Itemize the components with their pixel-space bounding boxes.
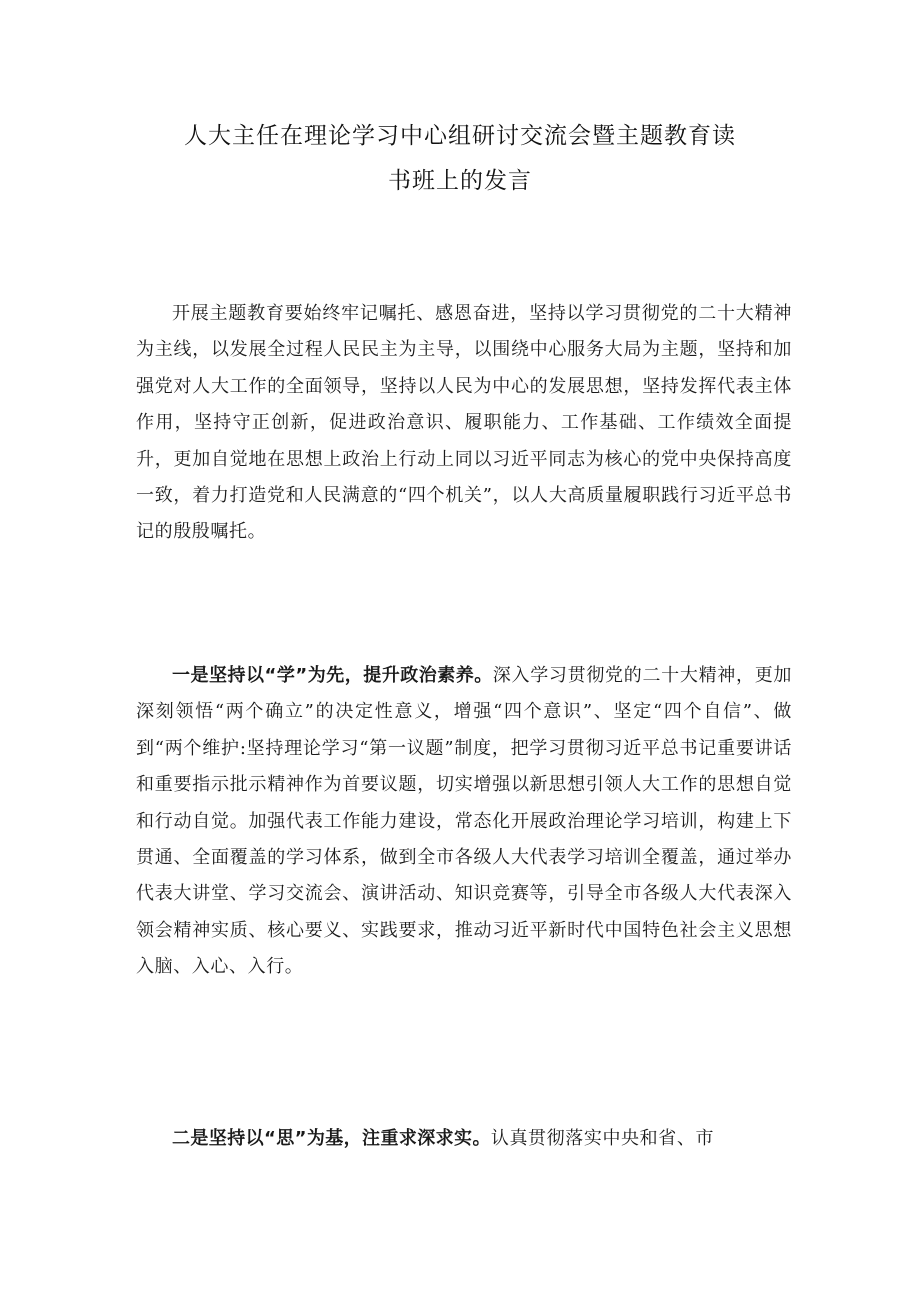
document-title-line-2: 书班上的发言 xyxy=(388,168,532,194)
paragraph-study-first xyxy=(136,658,792,986)
paragraph-intro xyxy=(136,296,792,551)
paragraph-study-first-heading: 一是坚持以“学”为先，提升政治素养。 xyxy=(172,665,493,686)
paragraph-thinking-basis xyxy=(136,1121,792,1157)
paragraph-thinking-basis-heading: 二是坚持以“思”为基，注重求深求实。 xyxy=(172,1128,491,1149)
document-title-line-1: 人大主任在理论学习中心组研讨交流会暨主题教育读 xyxy=(184,123,736,149)
paragraph-study-first-text: 深入学习贯彻党的二十大精神，更加深刻领悟“两个确立”的决定性意义，增强“四个意识”、坚定“四个自信”、做到“两个维护:坚持理论学习“第一议题”制度，把学习贯彻习近平总书记重要讲话和重要指示批示精神作为首要议题，切实增强以新思想引领人大工作的思想自觉和行动自觉。加强代表工作能力建设，常态化开展政治理论学习培训，构建上下贯通、全面覆盖的学习体系，做到全市各级人大代表学习培训全覆盖，通过举办代表大讲堂、学习交流会、演讲活动、知识竞赛等，引导全市各级人大代表深入领会精神实质、核心要义、实践要求，推动习近平新时代中国特色社会主义思想入脑、入心、入行。 xyxy=(136,665,793,978)
paragraph-thinking-basis-text: 认真贯彻落实中央和省、市 xyxy=(490,1128,715,1149)
paragraph-intro-text: 开展主题教育要始终牢记嘱托、感恩奋进，坚持以学习贯彻党的二十大精神为主线，以发展全过程人民民主为主导，以围绕中心服务大局为主题，坚持和加强党对人大工作的全面领导，坚持以人民为中心的发展思想，坚持发挥代表主体作用，坚持守正创新，促进政治意识、履职能力、工作基础、工作绩效全面提升，更加自觉地在思想上政治上行动上同以习近平同志为核心的党中央保持高度一致，着力打造党和人民满意的“四个机关”，以人大高质量履职践行习近平总书记的殷殷嘱托。 xyxy=(136,303,792,543)
